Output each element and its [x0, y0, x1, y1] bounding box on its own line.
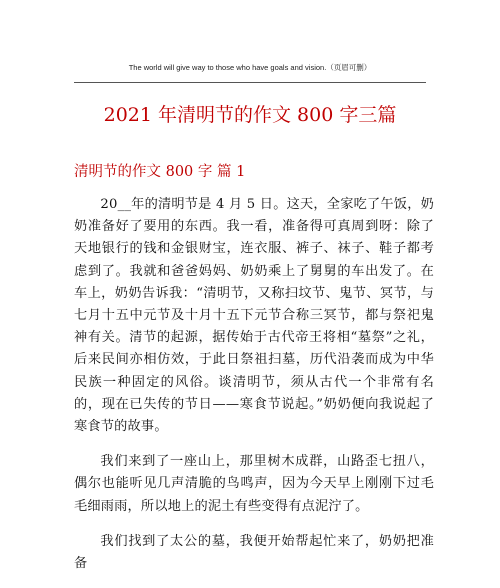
paragraph-3: 我们找到了太公的墓，我便开始帮起忙来了，奶奶把准备 [74, 533, 434, 572]
header-divider [74, 82, 426, 83]
page-header-note: The world will give way to those who have goals and vision.（页眉可删） [128, 63, 372, 72]
section-heading: 清明节的作文 800 字 篇 1 [74, 164, 246, 180]
paragraph-2: 我们来到了一座山上，那里树木成群，山路歪七扭八，偶尔也能听见几声清脆的鸟鸣声，因为今天早上刚刚下过毛毛细雨雨，所以地上的泥土有些变得有点泥泞了。 [74, 454, 434, 514]
paragraph-1: 20__年的清明节是 4 月 5 日。这天，全家吃了午饭，奶奶准备好了要用的东西。我一看，准备得可真周到呀：除了天地银行的钱和金银财宝，连衣服、裤子、袜子、鞋子都考虑到了。我就和爸爸妈妈、奶奶乘上了舅舅的车出发了。在车上，奶奶告诉我：“清明节，又称扫坟节、鬼节、冥节，与七月十五中元节及十月十五下元节合称三冥节，都与祭祀鬼神有关。清节的起源，据传始于古代帝王将相“墓祭”之礼，后来民间亦相仿效，于此日祭祖扫墓，历代沿袭而成为中华民族一种固定的风俗。谈清明节，须从古代一个非常有名的，现在已失传的节日——寒食节说起。”奶奶便向我说起了寒食节的故事。 [74, 197, 434, 435]
document-title: 2021 年清明节的作文 800 字三篇 [103, 104, 397, 126]
document-body [74, 194, 434, 588]
